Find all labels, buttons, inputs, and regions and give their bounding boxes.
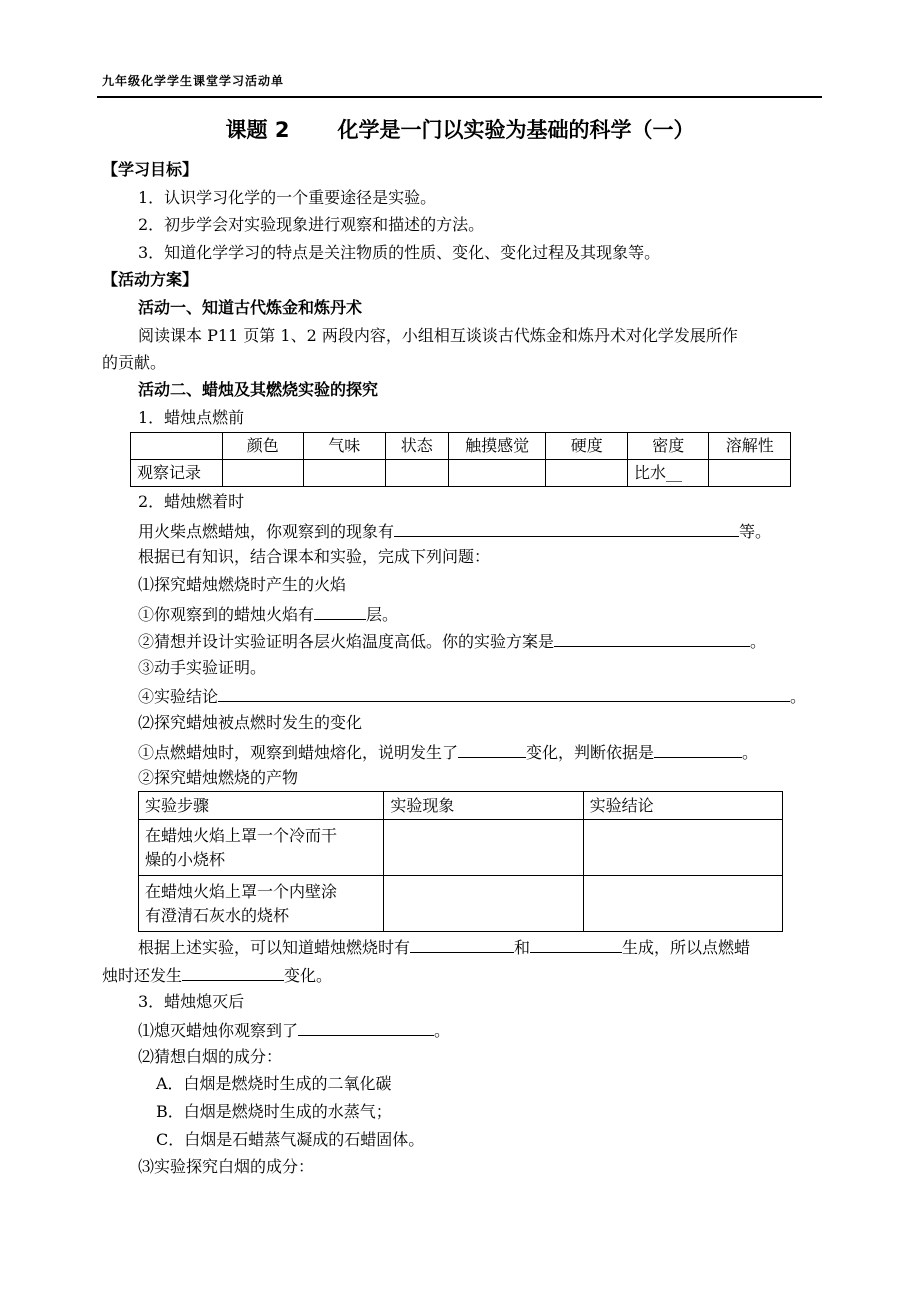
step-text-line: 燥的小烧杯 [145,849,226,869]
title-number: 课题 2 [225,118,290,142]
conclusion2-end: 变化。 [284,966,333,985]
section-3-q3: ⑶实验探究白烟的成分： [138,1157,315,1176]
question-2: ⑵探究蜡烛被点燃时发生的变化 [138,713,363,732]
table-cell-blank[interactable] [546,460,627,487]
objective-item: 1．认识学习化学的一个重要途径是实验。 [138,188,437,207]
density-cell[interactable]: 比水__ [627,460,708,487]
observe-blank[interactable] [394,518,739,537]
header-text: 九年级化学学生课堂学习活动单 [102,74,285,88]
objectives-heading: 【学习目标】 [102,160,199,179]
section-3-q1-end: 。 [434,1021,451,1040]
table-header-cell: 实验步骤 [139,792,384,820]
section-3-q1-text: ⑴熄灭蜡烛你观察到了 [138,1021,299,1040]
activity1-text-line1: 阅读课本 P11 页第 1、2 两段内容，小组相互谈谈古代炼金和炼丹术对化学发展所作 [138,326,738,345]
section-3-q1 [138,1017,450,1043]
table-header-cell: 实验结论 [583,792,782,820]
question-1a-text: ①你观察到的蜡烛火焰有 [138,605,315,624]
table-header-cell: 状态 [385,433,448,460]
question-1d-end: 。 [790,687,807,706]
question-1b [138,628,766,654]
question-2a-text: ①点燃蜡烛时，观察到蜡烛熔化，说明发生了 [138,743,459,762]
section-3-heading: 3．蜡烛熄灭后 [138,992,245,1011]
table-header-cell: 溶解性 [709,433,791,460]
flame-layers-blank[interactable] [314,601,366,620]
observation-table [130,432,791,487]
product-blank-2[interactable] [530,934,622,953]
table-header-cell: 实验现象 [384,792,583,820]
table-cell-blank[interactable] [304,460,385,487]
conclusion-and: 和 [514,938,531,957]
conclusion-line-1 [138,934,750,960]
objective-item: 3．知道化学学习的特点是关注物质的性质、变化、变化过程及其现象等。 [138,243,661,262]
phenomenon-cell[interactable] [384,820,583,876]
result-cell[interactable] [583,876,782,932]
conclusion2-text: 烛时还发生 [102,966,183,985]
table-row [139,876,783,932]
question-1b-end: 。 [750,632,767,651]
table-header-cell: 颜色 [222,433,303,460]
observe-text-end: 等。 [739,522,772,541]
activity1-text-line2: 的贡献。 [102,353,167,372]
observe-text: 用火柴点燃蜡烛，你观察到的现象有 [138,522,395,541]
question-2b: ②探究蜡烛燃烧的产物 [138,768,299,787]
option-b: B．白烟是燃烧时生成的水蒸气； [156,1102,392,1121]
step-text-line: 有澄清石灰水的烧杯 [145,905,290,925]
table-header-cell [131,433,223,460]
option-a: A．白烟是燃烧时生成的二氧化碳 [156,1074,392,1093]
question-1: ⑴探究蜡烛燃烧时产生的火焰 [138,575,347,594]
table-cell-blank[interactable] [385,460,448,487]
table-header-cell: 气味 [304,433,385,460]
table-cell-blank[interactable] [709,460,791,487]
title-text: 化学是一门以实验为基础的科学（一） [337,118,695,142]
step-text-line: 在蜡烛火焰上罩一个冷而干 [145,825,338,845]
activity2-title: 活动二、蜡烛及其燃烧实验的探究 [138,380,379,399]
header-divider [97,96,822,98]
result-cell[interactable] [583,820,782,876]
objective-item: 2．初步学会对实验现象进行观察和描述的方法。 [138,215,485,234]
question-2a-end: 。 [742,743,759,762]
observe-line [138,518,771,544]
intro-line: 根据已有知识，结合课本和实验，完成下列问题： [138,547,491,566]
product-blank-1[interactable] [410,934,514,953]
basis-blank[interactable] [654,739,742,758]
question-1a [138,601,398,627]
plan-heading: 【活动方案】 [102,270,199,289]
table-row-label: 观察记录 [131,460,223,487]
step-cell [139,876,384,932]
question-2a [138,739,758,765]
table-header-cell: 触摸感觉 [448,433,546,460]
table-cell-blank[interactable] [448,460,546,487]
section-2-heading: 2．蜡烛燃着时 [138,492,245,511]
table-cell-blank[interactable] [222,460,303,487]
option-c: C．白烟是石蜡蒸气凝成的石蜡固体。 [156,1130,425,1149]
phenomenon-cell[interactable] [384,876,583,932]
question-1b-text: ②猜想并设计实验证明各层火焰温度高低。你的实验方案是 [138,632,555,651]
step-cell [139,820,384,876]
conclusion-text-end: 生成，所以点燃蜡 [622,938,751,957]
conclusion-text: 根据上述实验，可以知道蜡烛燃烧时有 [138,938,411,957]
question-1d-text: ④实验结论 [138,687,219,706]
conclusion-line-2 [102,962,332,988]
products-table [138,791,783,932]
question-1d [138,683,806,709]
change-type-blank[interactable] [458,739,526,758]
step-text-line: 在蜡烛火焰上罩一个内壁涂 [145,881,338,901]
question-1a-end: 层。 [366,605,399,624]
section-3-q2: ⑵猜想白烟的成分： [138,1047,283,1066]
activity1-title: 活动一、知道古代炼金和炼丹术 [138,298,363,317]
change-blank[interactable] [182,962,284,981]
question-1c: ③动手实验证明。 [138,658,267,677]
table-row [139,820,783,876]
table-header-cell: 硬度 [546,433,627,460]
conclusion-blank[interactable] [218,683,790,702]
question-2a-mid: 变化，判断依据是 [526,743,655,762]
table-header-cell: 密度 [627,433,708,460]
page-title [0,115,920,145]
section-1-heading: 1．蜡烛点燃前 [138,408,245,427]
observe-after-blank[interactable] [298,1017,434,1036]
plan-blank[interactable] [554,628,750,647]
